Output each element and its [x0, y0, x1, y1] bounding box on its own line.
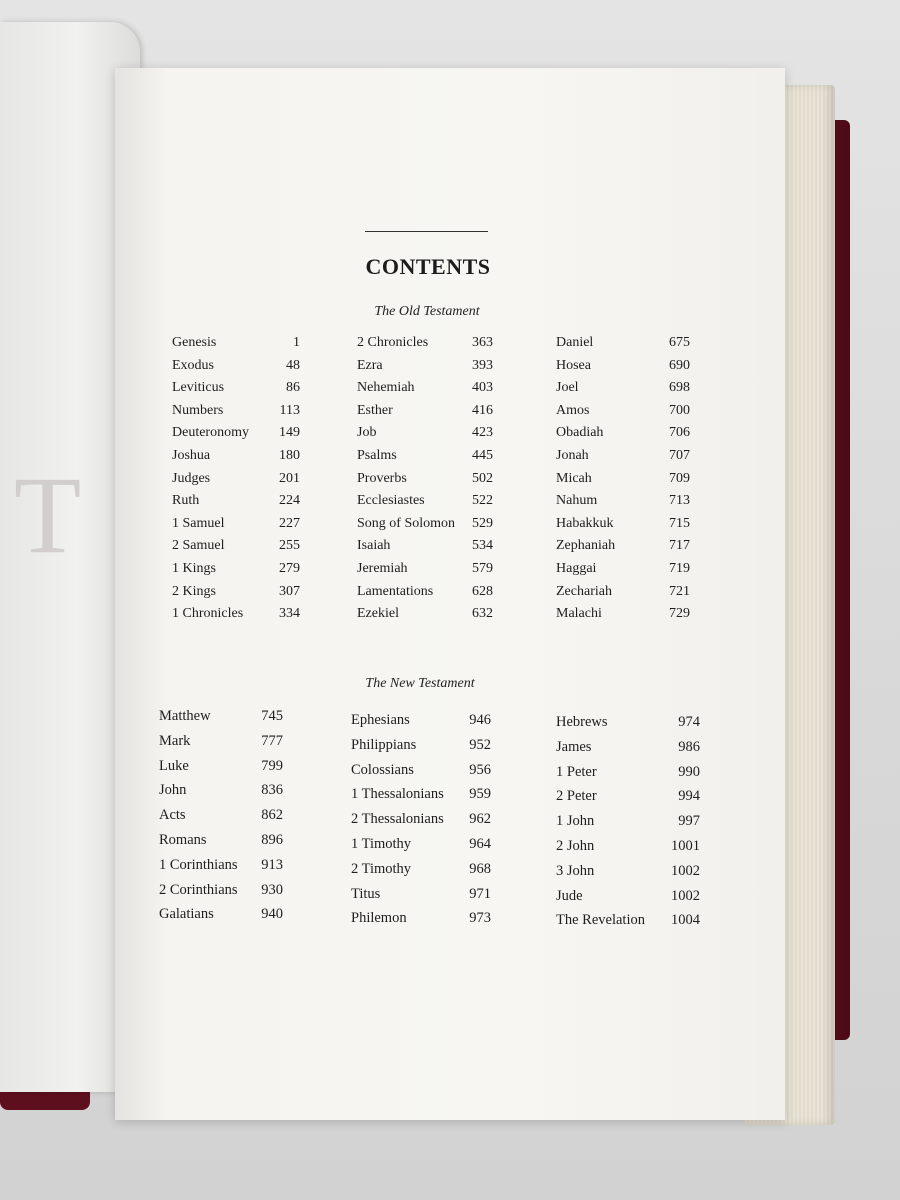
book-name: 2 Timothy: [351, 860, 412, 877]
old-testament-entry: [357, 332, 493, 355]
book-name: 1 Corinthians: [159, 856, 238, 873]
new-testament-entry: [556, 784, 700, 809]
page-number: 719: [669, 560, 690, 576]
page-number: 1002: [671, 887, 700, 904]
book-name: Proverbs: [357, 470, 407, 486]
book-name: Philemon: [351, 910, 407, 927]
page-number: 579: [472, 560, 493, 576]
page-number: 940: [261, 906, 283, 923]
book-name: Haggai: [556, 560, 597, 576]
old-testament-entry: [357, 355, 493, 378]
page-number: 149: [279, 425, 300, 441]
old-testament-entry: [357, 581, 493, 604]
page-number: 86: [286, 380, 300, 396]
page-number: 956: [469, 761, 491, 778]
old-testament-entry: [172, 581, 300, 604]
new-testament-entry: [556, 760, 700, 785]
old-testament-entry: [357, 490, 493, 513]
page-title: CONTENTS: [365, 254, 491, 279]
page-number: 403: [472, 380, 493, 396]
book-name: 3 John: [556, 862, 595, 879]
book-name: Numbers: [172, 402, 224, 418]
book-name: Exodus: [172, 357, 214, 373]
contents-page: [115, 68, 785, 1120]
page-number: 729: [669, 606, 690, 622]
old-testament-entry: [556, 422, 690, 445]
book-name: Leviticus: [172, 380, 225, 396]
page-number: 522: [472, 493, 493, 509]
show-through-letter: T: [14, 454, 82, 576]
book-name: Judges: [172, 470, 211, 486]
book-name: John: [159, 782, 187, 799]
old-testament-entry: [556, 468, 690, 491]
page-number: 255: [279, 538, 300, 554]
page-number: 201: [279, 470, 300, 486]
book-name: 1 Kings: [172, 560, 216, 576]
page-number: 994: [678, 788, 700, 805]
old-testament-entry: [172, 558, 300, 581]
old-testament-entry: [172, 468, 300, 491]
page-number: 715: [669, 515, 690, 531]
book-name: Ezekiel: [357, 606, 399, 622]
book-name: Luke: [159, 757, 189, 774]
book-name: Micah: [556, 470, 592, 486]
page-number: 836: [261, 782, 283, 799]
page-number: 363: [472, 335, 493, 350]
new-testament-entry: [159, 902, 283, 927]
page-number: 799: [261, 757, 283, 774]
book-name: 1 Samuel: [172, 515, 225, 531]
book-name: 2 Corinthians: [159, 881, 238, 898]
book-name: 2 Chronicles: [357, 335, 429, 350]
old-testament-entry: [556, 513, 690, 536]
new-testament-entry: [159, 803, 283, 828]
new-testament-entry: [351, 782, 491, 807]
book-name: Zephaniah: [556, 538, 616, 554]
page-number: 393: [472, 357, 493, 373]
page-number: 632: [472, 606, 493, 622]
new-testament-entry: [159, 704, 283, 729]
page-number: 1: [293, 335, 300, 350]
page-number: 986: [678, 738, 700, 755]
book-name: Zechariah: [556, 583, 612, 599]
old-testament-entry: [556, 445, 690, 468]
book-name: Galatians: [159, 906, 214, 923]
page-number: 529: [472, 515, 493, 531]
book-name: Mark: [159, 732, 191, 749]
page-number: 445: [472, 447, 493, 463]
page-number: 227: [279, 515, 300, 531]
page-number: 690: [669, 357, 690, 373]
book-name: Ruth: [172, 493, 200, 509]
book-name: Esther: [357, 402, 393, 418]
page-number: 713: [669, 493, 690, 509]
page-number: 964: [469, 835, 491, 852]
old-testament-entry: [172, 445, 300, 468]
page-number: 1001: [671, 837, 700, 854]
book-name: Acts: [159, 807, 186, 824]
old-testament-entry: [556, 332, 690, 355]
page-number: 973: [469, 910, 491, 927]
book-name: Joshua: [172, 447, 211, 463]
book-name: 1 Thessalonians: [351, 786, 444, 803]
page-number: 717: [669, 538, 690, 554]
book-name: 2 Peter: [556, 788, 597, 805]
new-testament-entry: [556, 884, 700, 909]
new-testament-entry: [351, 857, 491, 882]
book-name: Obadiah: [556, 425, 604, 441]
book-name: Psalms: [357, 447, 397, 463]
new-testament-entry: [351, 807, 491, 832]
page-number: 628: [472, 583, 493, 599]
new-testament-entry: [351, 882, 491, 907]
page-number: 930: [261, 881, 283, 898]
old-testament-entry: [172, 490, 300, 513]
new-testament-entry: [556, 710, 700, 735]
book-name: Joel: [556, 380, 579, 396]
new-testament-entry: [159, 878, 283, 903]
page-number: 416: [472, 402, 493, 418]
old-testament-entry: [172, 332, 300, 355]
new-testament-entry: [159, 828, 283, 853]
book-name: Matthew: [159, 708, 211, 724]
page-number: 968: [469, 860, 491, 877]
new-testament-entry: [159, 853, 283, 878]
old-testament-entry: [556, 355, 690, 378]
new-testament-entry: [351, 832, 491, 857]
book-name: Nahum: [556, 493, 598, 509]
book-name: Isaiah: [357, 538, 391, 554]
new-testament-entry: [351, 906, 491, 931]
new-testament-entry: [351, 708, 491, 733]
page-number: 745: [261, 708, 283, 724]
old-testament-entry: [172, 422, 300, 445]
new-testament-entry: [351, 733, 491, 758]
page-number: 307: [279, 583, 300, 599]
new-testament-entry: [159, 729, 283, 754]
old-testament-entry: [357, 535, 493, 558]
book-name: Colossians: [351, 761, 414, 778]
old-testament-entry: [357, 445, 493, 468]
book-name: Philippians: [351, 736, 417, 753]
new-testament-entry: [556, 809, 700, 834]
page-number: 962: [469, 811, 491, 828]
book-name: Ephesians: [351, 712, 410, 728]
page-number: 706: [669, 425, 690, 441]
old-testament-entry: [172, 513, 300, 536]
new-testament-entry: [351, 758, 491, 783]
page-number: 707: [669, 447, 690, 463]
new-testament-entry: [556, 859, 700, 884]
book-name: 2 Thessalonians: [351, 811, 444, 828]
old-testament-entry: [357, 558, 493, 581]
book-name: Habakkuk: [556, 515, 614, 531]
old-testament-heading: The Old Testament: [374, 304, 480, 319]
page-number: 279: [279, 560, 300, 576]
book-name: Daniel: [556, 335, 594, 350]
page-number: 862: [261, 807, 283, 824]
old-testament-entry: [172, 400, 300, 423]
book-name: Amos: [556, 402, 590, 418]
page-number: 1002: [671, 862, 700, 879]
book-name: 1 Chronicles: [172, 606, 244, 622]
old-testament-entry: [357, 377, 493, 400]
nt-column-1: [159, 704, 283, 927]
book-name: Titus: [351, 885, 381, 902]
old-testament-entry: [172, 377, 300, 400]
old-testament-entry: [357, 400, 493, 423]
page-number: 777: [261, 732, 283, 749]
book-name: Romans: [159, 831, 207, 848]
book-name: James: [556, 738, 592, 755]
book-name: The Revelation: [556, 912, 645, 929]
book-name: Hebrews: [556, 714, 608, 730]
page-number: 946: [469, 712, 491, 728]
ot-column-3: [556, 332, 690, 626]
nt-column-2: [351, 708, 491, 931]
ot-column-2: [357, 332, 493, 626]
old-testament-entry: [172, 535, 300, 558]
page-number: 997: [678, 813, 700, 830]
book-name: Jonah: [556, 447, 589, 463]
book-name: 2 Samuel: [172, 538, 225, 554]
page-number: 913: [261, 856, 283, 873]
old-testament-entry: [556, 558, 690, 581]
new-testament-entry: [556, 908, 700, 933]
page-number: 896: [261, 831, 283, 848]
page-number: 971: [469, 885, 491, 902]
book-name: Lamentations: [357, 583, 434, 599]
page-number: 534: [472, 538, 493, 554]
old-testament-entry: [172, 603, 300, 626]
page-number: 974: [678, 714, 700, 730]
old-testament-entry: [556, 603, 690, 626]
old-testament-entry: [556, 581, 690, 604]
book-name: 2 Kings: [172, 583, 216, 599]
book-name: Song of Solomon: [357, 515, 456, 531]
page-number: 423: [472, 425, 493, 441]
book-name: 1 Timothy: [351, 835, 412, 852]
new-testament-entry: [159, 754, 283, 779]
old-testament-entry: [556, 377, 690, 400]
page-number: 700: [669, 402, 690, 418]
page-number: 180: [279, 447, 300, 463]
page-number: 334: [279, 606, 300, 622]
nt-column-3: [556, 710, 700, 933]
page-number: 502: [472, 470, 493, 486]
book-name: Hosea: [556, 357, 591, 373]
page-number: 952: [469, 736, 491, 753]
old-testament-entry: [172, 355, 300, 378]
old-testament-entry: [357, 422, 493, 445]
old-testament-entry: [556, 400, 690, 423]
page-number: 990: [678, 763, 700, 780]
book-name: Malachi: [556, 606, 602, 622]
page-number: 675: [669, 335, 690, 350]
ot-column-1: [172, 332, 300, 626]
book-name: 2 John: [556, 837, 595, 854]
old-testament-entry: [357, 513, 493, 536]
book-name: Ezra: [357, 357, 383, 373]
book-name: 1 Peter: [556, 763, 597, 780]
old-testament-entry: [357, 603, 493, 626]
book-name: Job: [357, 425, 377, 441]
old-testament-entry: [357, 468, 493, 491]
book-name: Genesis: [172, 335, 217, 350]
page-number: 709: [669, 470, 690, 486]
book-name: Jeremiah: [357, 560, 408, 576]
title-rule: [365, 231, 488, 232]
book-name: 1 John: [556, 813, 595, 830]
page-number: 721: [669, 583, 690, 599]
new-testament-entry: [556, 735, 700, 760]
page-number: 698: [669, 380, 690, 396]
old-testament-entry: [556, 535, 690, 558]
page-number: 224: [279, 493, 300, 509]
book-name: Ecclesiastes: [357, 493, 425, 509]
old-testament-entry: [556, 490, 690, 513]
page-number: 1004: [671, 912, 700, 929]
new-testament-entry: [556, 834, 700, 859]
page-number: 959: [469, 786, 491, 803]
book-name: Deuteronomy: [172, 425, 249, 441]
page-number: 48: [286, 357, 300, 373]
new-testament-heading: The New Testament: [365, 676, 475, 691]
page-number: 113: [279, 402, 300, 418]
book-name: Nehemiah: [357, 380, 415, 396]
new-testament-entry: [159, 778, 283, 803]
book-name: Jude: [556, 887, 583, 904]
